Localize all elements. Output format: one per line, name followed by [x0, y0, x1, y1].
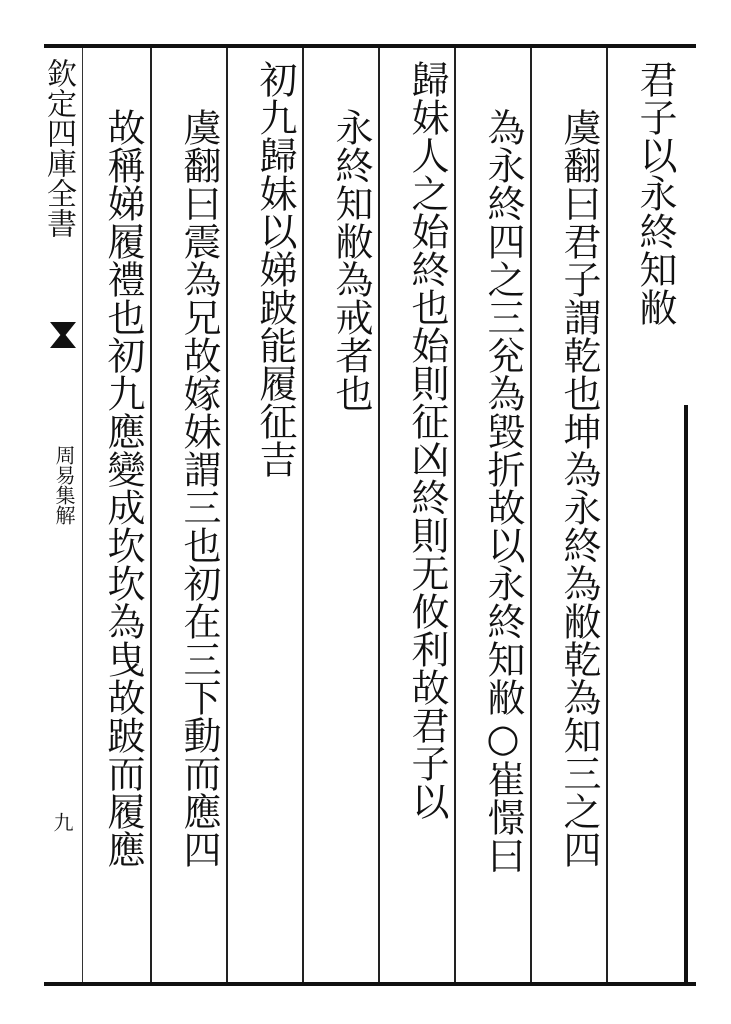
column-rule	[530, 48, 532, 982]
text-column: 為永終四之三兊為毀折故以永終知敝○崔憬曰	[481, 108, 525, 874]
column-rule	[606, 48, 608, 982]
column-rule	[150, 48, 152, 982]
margin-title: 欽定四庫全書	[41, 58, 76, 238]
column-rule	[454, 48, 456, 982]
text-column: 故稱娣履禮也初九應變成坎坎為曳故跛而履應	[101, 108, 145, 868]
heading-column: 君子以永終知敝	[633, 60, 677, 326]
column-rule	[302, 48, 304, 982]
column-rule	[378, 48, 380, 982]
column-rule	[226, 48, 228, 982]
text-column: 虞翻曰震為兄故嫁妹謂三也初在三下動而應四	[177, 108, 221, 868]
text-column: 虞翻曰君子謂乾也坤為永終為敝乾為知三之四	[557, 108, 601, 868]
top-border	[44, 44, 696, 48]
margin-page-number: 九	[50, 812, 74, 832]
bottom-border	[44, 982, 696, 986]
text-column: 歸妹人之始終也始則征凶終則无攸利故君子以	[405, 60, 449, 820]
margin-book-title: 周易集解	[52, 445, 76, 525]
heading-column: 初九歸妹以娣跛能履征吉	[253, 60, 297, 478]
right-border	[684, 405, 688, 985]
text-column: 永終知敝為戒者也	[329, 108, 373, 412]
